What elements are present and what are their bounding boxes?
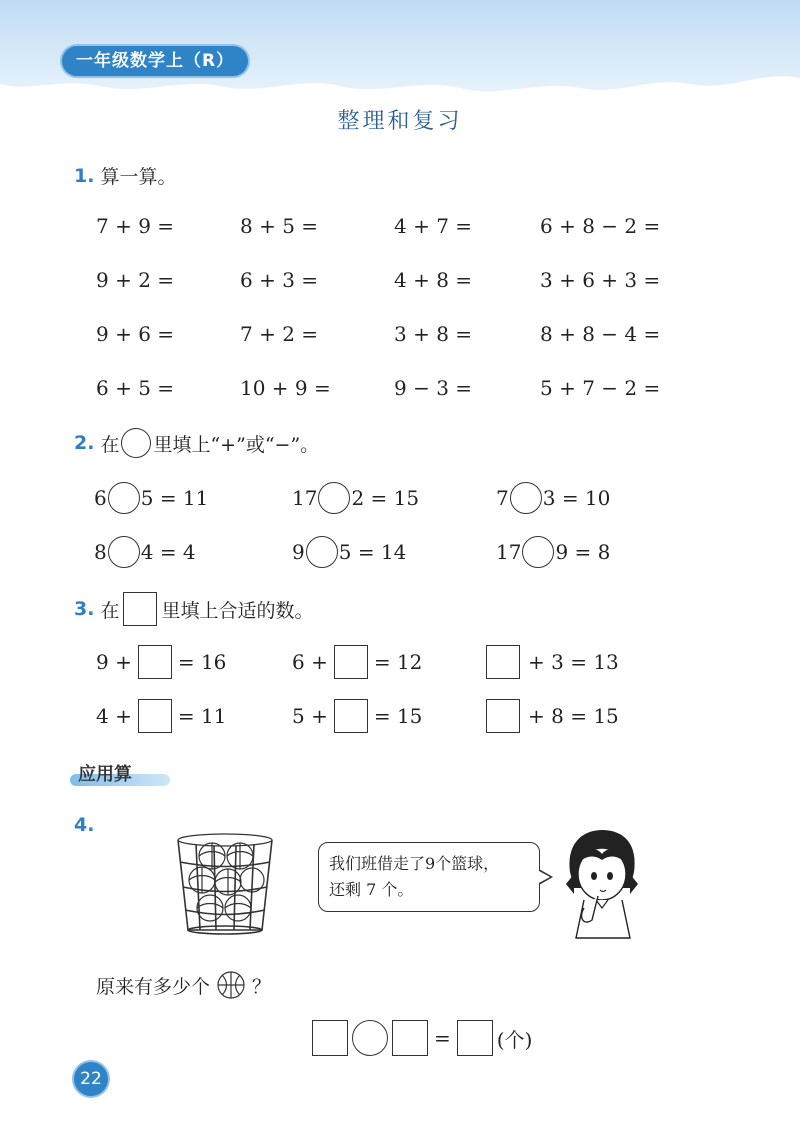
book-label: 一年级数学上（R） xyxy=(62,46,248,76)
q1-exercise: 8 + 8 − 4 = xyxy=(540,322,661,346)
q1-exercise: 3 + 6 + 3 = xyxy=(540,268,661,292)
q1-exercise: 10 + 9 = xyxy=(240,376,331,400)
answer-box-2[interactable] xyxy=(392,1020,428,1056)
prompt-before: 在 xyxy=(100,433,120,456)
q2-row xyxy=(0,532,800,572)
operator-circle[interactable] xyxy=(318,482,350,514)
prompt-before: 在 xyxy=(100,599,120,622)
operator-circle[interactable] xyxy=(108,482,140,514)
expression-right: = 11 xyxy=(177,704,227,728)
answer-box-1[interactable] xyxy=(312,1020,348,1056)
expression-right: = 15 xyxy=(373,704,423,728)
expression-right: = 16 xyxy=(177,650,227,674)
q1-exercise: 7 + 9 = xyxy=(96,214,175,238)
operator-circle[interactable] xyxy=(108,536,140,568)
expression-left: 5 + xyxy=(292,704,328,728)
page-number: 22 xyxy=(74,1062,108,1096)
question-prompt: 算一算。 xyxy=(100,166,177,188)
operand-right: 9 = 8 xyxy=(555,540,611,564)
operand-right: 5 = 14 xyxy=(338,540,407,564)
q2-exercise xyxy=(496,532,610,572)
section-label: 应用算 xyxy=(78,764,132,785)
answer-box[interactable] xyxy=(334,699,368,733)
q3-exercise xyxy=(486,696,619,736)
operand-left: 7 xyxy=(496,486,509,510)
expression-left: 6 + xyxy=(292,650,328,674)
operand-left: 17 xyxy=(292,486,318,510)
prompt-after: 里填上“+”或“−”。 xyxy=(153,433,320,456)
box-symbol xyxy=(123,592,157,626)
question-number: 1. xyxy=(74,164,95,187)
question-number: 4. xyxy=(74,814,95,836)
question-number: 3. xyxy=(74,598,95,620)
answer-operator-circle[interactable] xyxy=(352,1020,388,1056)
operand-right: 2 = 15 xyxy=(351,486,420,510)
q1-row xyxy=(0,368,800,408)
expression-right: + 8 = 15 xyxy=(528,704,619,728)
q3-row xyxy=(0,642,800,682)
q2-exercise xyxy=(94,532,196,572)
q1-exercise: 3 + 8 = xyxy=(394,322,473,346)
operand-left: 8 xyxy=(94,540,107,564)
expression-right: + 3 = 13 xyxy=(528,650,619,674)
q3-row xyxy=(0,696,800,736)
q1-exercise: 8 + 5 = xyxy=(240,214,319,238)
answer-box[interactable] xyxy=(486,645,520,679)
page-title: 整理和复习 xyxy=(337,109,463,134)
prompt-after: 里填上合适的数。 xyxy=(161,599,314,622)
q1-exercise: 9 − 3 = xyxy=(394,376,473,400)
operator-circle[interactable] xyxy=(510,482,542,514)
q3-exercise xyxy=(292,642,422,682)
q1-row xyxy=(0,260,800,300)
equals-sign: = xyxy=(434,1026,451,1050)
basket-illustration xyxy=(174,832,276,936)
unit-label: (个) xyxy=(496,1027,533,1052)
q1-row xyxy=(0,206,800,246)
q1-exercise: 7 + 2 = xyxy=(240,322,319,346)
question-4-heading xyxy=(74,814,94,836)
question-3-heading xyxy=(74,592,313,626)
q3-exercise xyxy=(292,696,422,736)
operand-left: 6 xyxy=(94,486,107,510)
basketball-icon xyxy=(214,970,248,1000)
answer-box[interactable] xyxy=(334,645,368,679)
q3-exercise xyxy=(96,642,226,682)
q1-exercise: 9 + 6 = xyxy=(96,322,175,346)
operand-left: 9 xyxy=(292,540,305,564)
q1-exercise: 4 + 8 = xyxy=(394,268,473,292)
operand-right: 5 = 11 xyxy=(140,486,209,510)
girl-illustration xyxy=(560,828,644,940)
operand-left: 17 xyxy=(496,540,522,564)
q2-exercise xyxy=(292,478,419,518)
question-before: 原来有多少个 xyxy=(96,975,211,998)
q2-exercise xyxy=(94,478,208,518)
q1-exercise: 6 + 5 = xyxy=(96,376,175,400)
question-1-heading xyxy=(74,162,176,189)
q1-exercise: 6 + 8 − 2 = xyxy=(540,214,661,238)
answer-equation xyxy=(312,1020,532,1056)
q1-exercise: 4 + 7 = xyxy=(394,214,473,238)
q1-exercise: 9 + 2 = xyxy=(96,268,175,292)
expression-right: = 12 xyxy=(373,650,423,674)
operand-right: 4 = 4 xyxy=(140,540,196,564)
expression-left: 4 + xyxy=(96,704,132,728)
q2-exercise xyxy=(496,478,610,518)
q2-exercise xyxy=(292,532,406,572)
circle-symbol xyxy=(121,428,151,458)
speech-line-2: 还剩 7 个。 xyxy=(329,880,414,899)
question-4-prompt xyxy=(96,970,271,1000)
bubble-tail-fill xyxy=(539,871,550,883)
section-tag xyxy=(78,760,132,786)
speech-bubble xyxy=(318,842,540,912)
answer-box[interactable] xyxy=(138,645,172,679)
operand-right: 3 = 10 xyxy=(542,486,611,510)
q2-row xyxy=(0,478,800,518)
answer-box[interactable] xyxy=(138,699,172,733)
answer-result-box[interactable] xyxy=(457,1020,493,1056)
operator-circle[interactable] xyxy=(522,536,554,568)
expression-left: 9 + xyxy=(96,650,132,674)
question-after: ？ xyxy=(252,975,272,998)
q1-exercise: 6 + 3 = xyxy=(240,268,319,292)
q3-exercise xyxy=(486,642,619,682)
speech-line-1: 我们班借走了9个篮球， xyxy=(329,854,500,873)
q1-row xyxy=(0,314,800,354)
q3-exercise xyxy=(96,696,226,736)
answer-box[interactable] xyxy=(486,699,520,733)
operator-circle[interactable] xyxy=(306,536,338,568)
q1-exercise: 5 + 7 − 2 = xyxy=(540,376,661,400)
question-2-heading xyxy=(74,428,319,458)
question-number: 2. xyxy=(74,432,95,454)
